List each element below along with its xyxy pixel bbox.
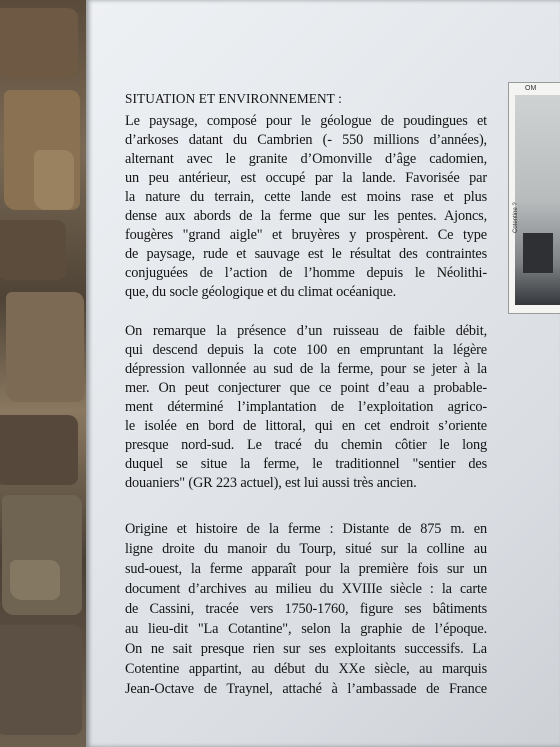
photo-image [515, 95, 560, 305]
text-line: au lieu-dit "La Cotantine", selon la graphie de l’époque. [125, 621, 487, 637]
stone [0, 625, 82, 735]
photo-side-text: Cotentine ? [513, 202, 519, 233]
text-line: On remarque la présence d’un ruisseau de faible débit, [125, 323, 487, 339]
text-line: douaniers" (GR 223 actuel), est lui aussi très ancien. [125, 475, 417, 491]
text-line: que, du socle géologique et du climat océanique. [125, 284, 397, 300]
text-line: alternant avec le granite d’Omonville d’âge cadomien, [125, 151, 487, 167]
text-line: duquel se situe la ferme, le traditionnel "sentier des [125, 456, 487, 472]
text-line: le isolée en bord de littoral, qui en cet endroit s’oriente [125, 418, 487, 434]
stone [0, 8, 78, 78]
text-line: Le paysage, composé pour le géologue de poudingues et [125, 113, 487, 129]
text-line: Cotentine appartint, au début du XXe siècle, au marquis [125, 661, 487, 677]
text-line: qui descend depuis la cote 100 en empruntant la légère [125, 342, 487, 358]
stone-wall [0, 0, 86, 747]
text-line: Jean-Octave de Traynel, attaché à l’ambassade de France [125, 681, 487, 697]
photo-caption: OM [525, 85, 537, 92]
text-line: d’arkoses datant du Cambrien (- 550 millions d’années), [125, 132, 487, 148]
text-line: Origine et histoire de la ferme : Distante de 875 m. en [125, 521, 487, 537]
text-line: un peu antérieur, est occupé par la lande. Favorisée par [125, 170, 487, 186]
text-line: ligne droite du manoir du Tourp, situé sur la colline au [125, 541, 487, 557]
text-line: dépression vallonnée au sud de la ferme, pour se jeter à la [125, 361, 487, 377]
text-line: On ne sait presque rien sur ses exploitants successifs. La [125, 641, 487, 657]
text-line: document d’archives au milieu du XVIIIe siècle : la carte [125, 581, 487, 597]
stone [0, 220, 66, 280]
section-heading: SITUATION ET ENVIRONNEMENT : [125, 91, 342, 106]
archive-photo [508, 82, 560, 314]
text-line: ment déterminé l’implantation de l’exploitation agrico- [125, 399, 487, 415]
stone [10, 560, 60, 600]
text-line: de Cassini, tracée vers 1750-1760, figure ses bâtiments [125, 601, 487, 617]
stone [34, 150, 74, 210]
text-line: sud-ouest, la ferme apparaît pour la première fois sur un [125, 561, 487, 577]
text-line: fougères "grand aigle" et bruyères y prospèrent. Ce type [125, 227, 487, 243]
text-line: la nature du terrain, cette lande est moins rase et plus [125, 189, 487, 205]
text-line: conjuguées de l’action de l’homme depuis le Néolithi- [125, 265, 487, 281]
stone [0, 415, 78, 485]
text-line: dense aux abords de la ferme que sur les pentes. Ajoncs, [125, 208, 487, 224]
text-line: presque nord-sud. Le tracé du chemin côtier le long [125, 437, 487, 453]
stone [6, 292, 84, 402]
text-line: de paysage, rude et sauvage est le résultat des contraintes [125, 246, 487, 262]
text-line: mer. On peut conjecturer que ce point d’eau a probable- [125, 380, 487, 396]
photo-building [523, 233, 553, 273]
